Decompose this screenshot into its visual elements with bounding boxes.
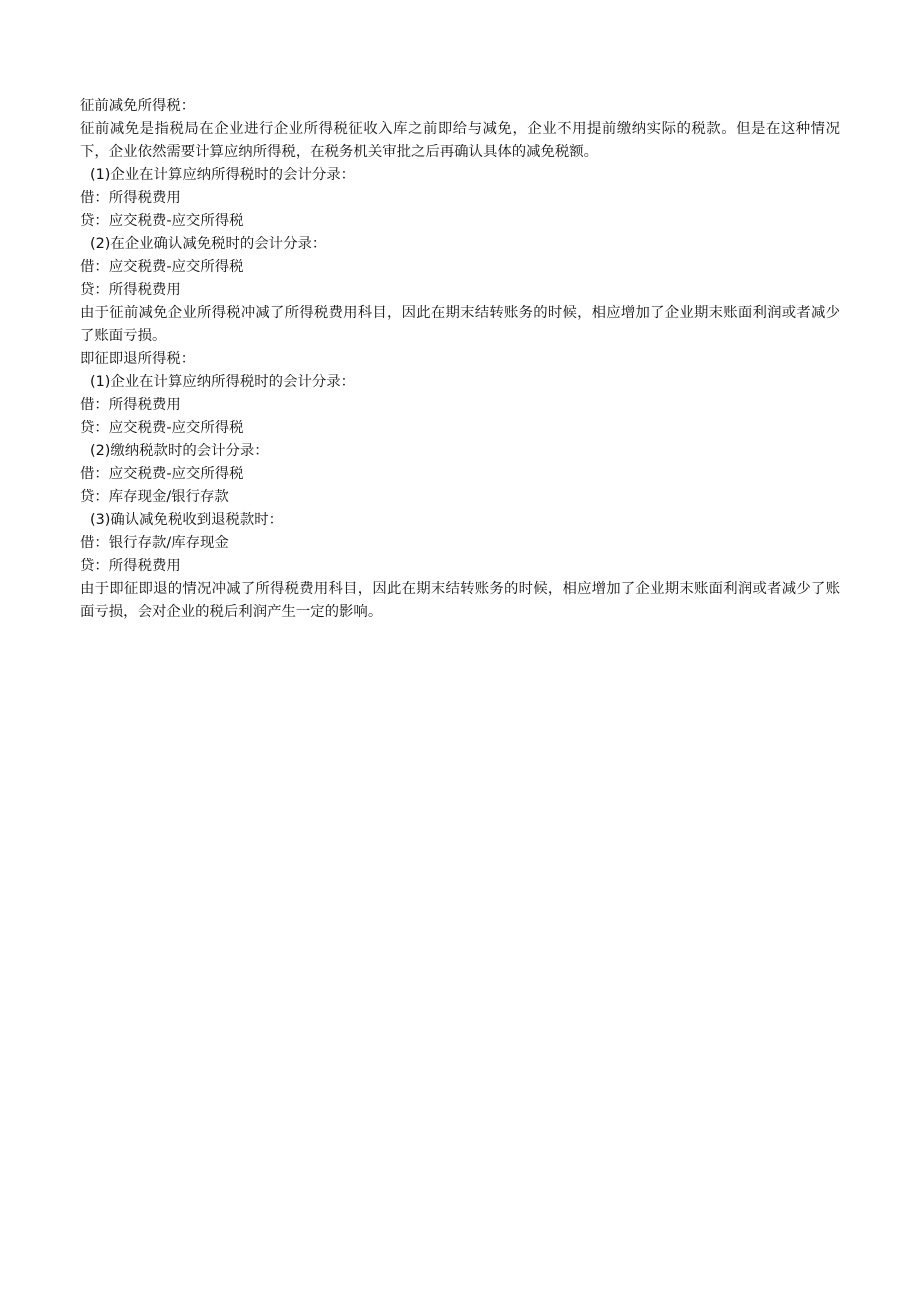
step-title: (1)企业在计算应纳所得税时的会计分录：	[90, 167, 356, 183]
section-conclusion-paragraph: 由于征前减免企业所得税冲减了所得税费用科目，因此在期末结转账务的时候，相应增加了企业期末账面利润或者减少了账面亏损。	[80, 305, 840, 344]
credit-entry: 贷：应交税费-应交所得税	[80, 420, 244, 436]
credit-entry: 贷：应交税费-应交所得税	[80, 213, 244, 229]
section-conclusion-paragraph: 由于即征即退的情况冲减了所得税费用科目，因此在期末结转账务的时候，相应增加了企业期末账面利润或者减少了账面亏损，会对企业的税后利润产生一定的影响。	[80, 581, 840, 620]
debit-entry: 借：所得税费用	[80, 190, 181, 206]
debit-entry: 借：所得税费用	[80, 397, 181, 413]
credit-entry: 贷：库存现金/银行存款	[80, 489, 229, 505]
section-intro-paragraph: 征前减免是指税局在企业进行企业所得税征收入库之前即给与减免，企业不用提前缴纳实际的税款。但是在这种情况下，企业依然需要计算应纳所得税，在税务机关审批之后再确认具体的减免税额。	[80, 121, 840, 160]
step-title: (2)缴纳税款时的会计分录：	[90, 443, 269, 459]
credit-entry: 贷：所得税费用	[80, 558, 181, 574]
debit-entry: 借：应交税费-应交所得税	[80, 259, 244, 275]
section-title-pre-collection-reduction: 征前减免所得税：	[80, 98, 196, 114]
document-body	[80, 95, 840, 624]
step-title: (2)在企业确认减免税时的会计分录：	[90, 236, 327, 252]
debit-entry: 借：应交税费-应交所得税	[80, 466, 244, 482]
credit-entry: 贷：所得税费用	[80, 282, 181, 298]
debit-entry: 借：银行存款/库存现金	[80, 535, 229, 551]
step-title: (3)确认减免税收到退税款时：	[90, 512, 284, 528]
section-title-immediate-refund: 即征即退所得税：	[80, 351, 196, 367]
step-title: (1)企业在计算应纳所得税时的会计分录：	[90, 374, 356, 390]
